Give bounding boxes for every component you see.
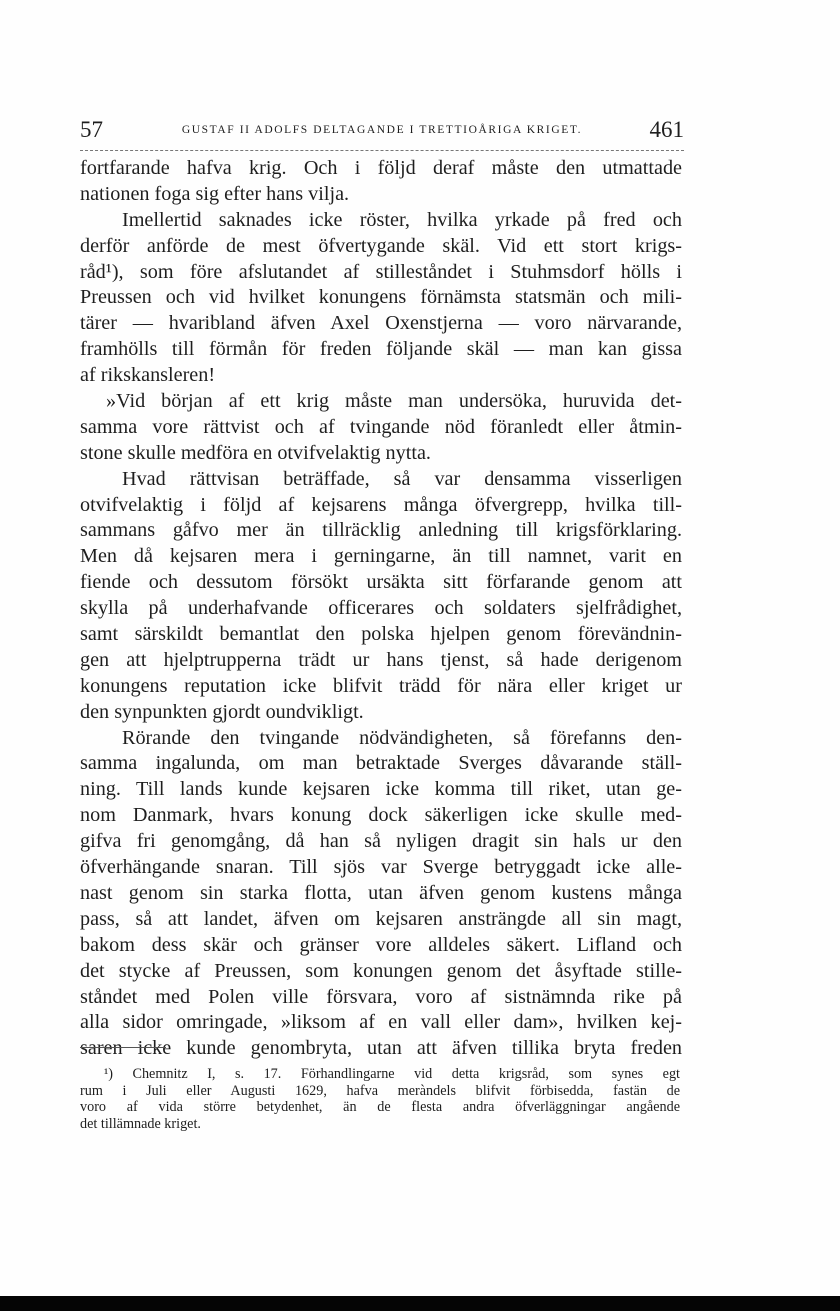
text-line: Men då kejsaren mera i gerningarne, än till namnet, varit en — [80, 545, 682, 568]
text-line: af rikskansleren! — [80, 364, 216, 387]
text-line: gen att hjelptrupperna trädt ur hans tjenst, så hade derigenom — [80, 648, 682, 671]
text-line: Imellertid saknades icke röster, hvilka yrkade på fred och — [122, 208, 682, 231]
page-number-right: 461 — [649, 117, 684, 142]
footnote-line: det tillämnade kriget. — [80, 1115, 201, 1132]
text-line: sammans gåfvo mer än tillräcklig anledning till krigsförklaring. — [80, 519, 682, 542]
text-line: ståndet med Polen ville försvara, voro af sistnämnda rike på — [80, 985, 682, 1008]
text-line: nast genom sin starka flotta, utan äfven genom kustens många — [80, 881, 682, 904]
page-number-left: 57 — [80, 117, 103, 142]
running-header — [80, 116, 684, 148]
text-line: framhölls till förmån för freden följande skäl — man kan gissa — [80, 338, 682, 361]
footnote-rule — [80, 1047, 166, 1048]
text-line: fortfarande hafva krig. Och i följd deraf måste den utmattade — [80, 157, 682, 179]
text-line: samt särskildt bemantlat den polska hjelpen genom förevändnin- — [80, 623, 682, 646]
text-line: alla sidor omringade, »liksom af en vall eller dam», hvilken kej- — [80, 1011, 682, 1034]
body-text — [80, 156, 682, 1062]
text-line: Hvad rättvisan beträffade, så var densamma visserligen — [122, 467, 682, 490]
running-title: GUSTAF II ADOLFS DELTAGANDE I TRETTIOÅRIGA KRIGET. — [181, 124, 583, 136]
footnote-line: ¹) Chemnitz I, s. 17. Förhandlingarne vid detta krigsråd, som synes egt — [104, 1066, 680, 1082]
text-line: stone skulle medföra en otvifvelaktig nytta. — [80, 441, 431, 464]
text-line: Preussen och vid hvilket konungens förnämsta statsmän och mili- — [80, 286, 682, 309]
footnote-line: voro af vida större betydenhet, än de flesta andra öfverläggningar angående — [80, 1099, 680, 1115]
text-line: den synpunkten gjordt oundvikligt. — [80, 700, 364, 723]
scan-bottom-edge — [0, 1296, 840, 1311]
text-line: derför anförde de mest öfvertygande skäl. Vid ett stort krigs- — [80, 234, 682, 257]
text-line: pass, så att landet, äfven om kejsaren ansträngde all sin magt, — [80, 907, 682, 930]
text-line: skylla på underhafvande officerares och soldaters sjelfrådighet, — [80, 597, 682, 620]
text-line: öfverhängande snaran. Till sjös var Sverge betryggadt icke alle- — [80, 856, 682, 879]
text-line: saren icke kunde genombryta, utan att äfven tillika bryta freden — [80, 1037, 682, 1060]
text-line: otvifvelaktig i följd af kejsarens många öfvergrepp, hvilka till- — [80, 493, 682, 516]
text-line: fiende och dessutom försökt ursäkta sitt förfarande genom att — [80, 571, 682, 594]
text-line: konungens reputation icke blifvit trädd för nära eller kriget ur — [80, 674, 682, 697]
text-line: samma vore rättvist och af tvingande nöd föranledt eller åtmin- — [80, 415, 682, 438]
text-line: det stycke af Preussen, som konungen genom det åsyftade stille- — [80, 959, 682, 982]
text-line: Rörande den tvingande nödvändigheten, så förefanns den- — [122, 726, 682, 749]
text-line: råd¹), som före afslutandet af stilleståndet i Stuhmsdorf hölls i — [80, 260, 682, 283]
text-line: bakom dess skär och gränser vore alldeles säkert. Lifland och — [80, 933, 682, 956]
text-line: tärer — hvaribland äfven Axel Oxenstjerna — voro närvarande, — [80, 312, 682, 335]
text-line: nom Danmark, hvars konung dock säkerligen icke skulle med- — [80, 804, 682, 827]
text-line: samma ingalunda, om man betraktade Sverges dåvarande ställ- — [80, 752, 682, 775]
text-line: »Vid början af ett krig måste man undersöka, huruvida det- — [106, 390, 682, 413]
header-rule — [80, 150, 684, 151]
footnote — [80, 1066, 680, 1132]
text-line: ning. Till lands kunde kejsaren icke komma till riket, utan ge- — [80, 778, 682, 801]
text-line: gifva fri genomgång, då han så nyligen dragit sin hals ur den — [80, 830, 682, 853]
footnote-line: rum i Juli eller Augusti 1629, hafva meràndels blifvit förbisedda, fastän de — [80, 1082, 680, 1099]
text-line: nationen foga sig efter hans vilja. — [80, 182, 350, 205]
